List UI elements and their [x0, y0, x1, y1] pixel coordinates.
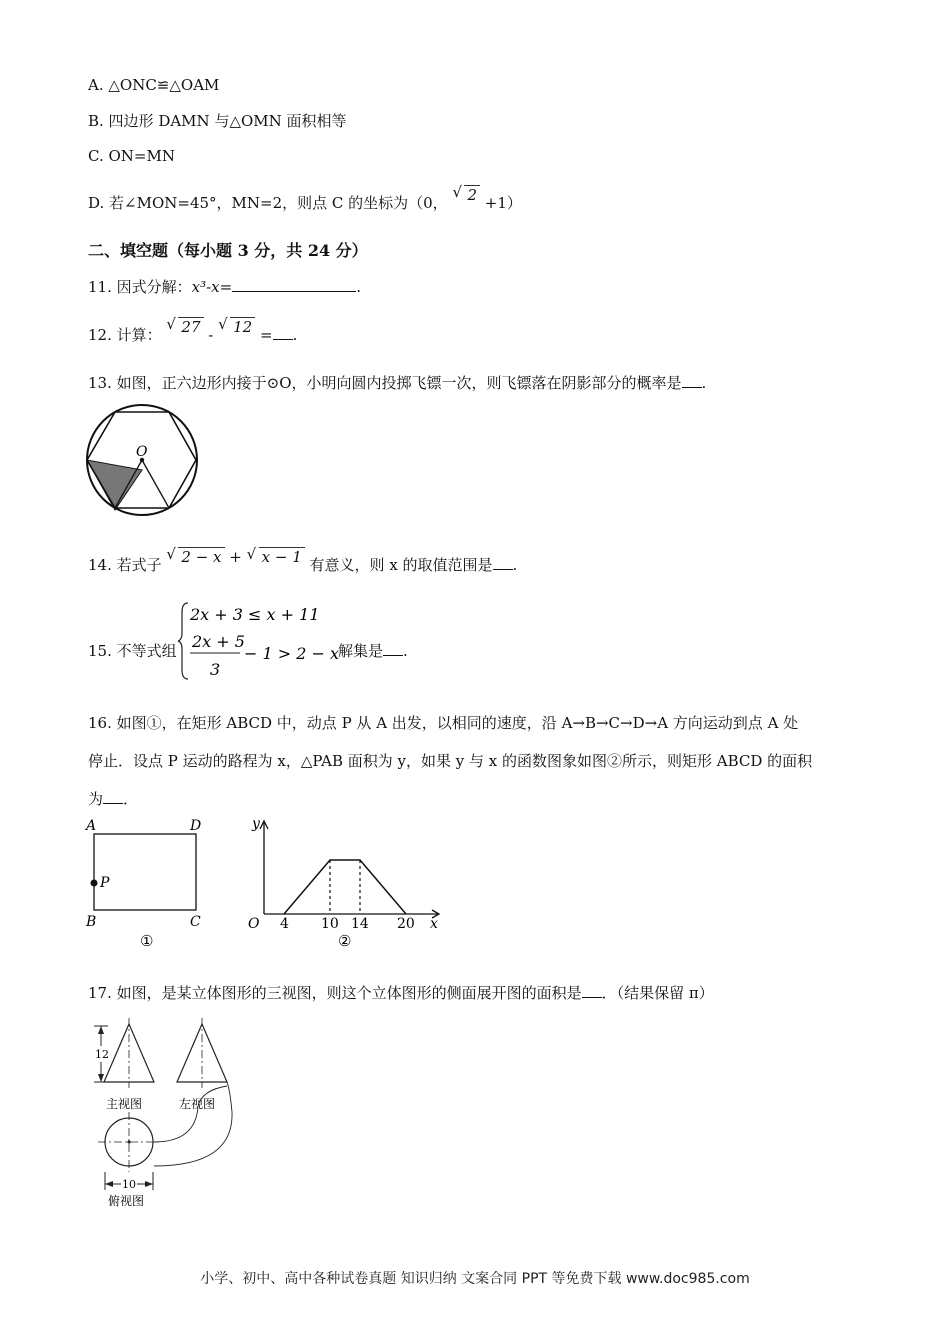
q14-suffix: .: [512, 556, 518, 574]
q15-prefix: 15. 不等式组: [88, 642, 177, 660]
function-graph-figure: [244, 814, 444, 952]
label-d: D: [190, 818, 202, 834]
answer-blank[interactable]: [273, 325, 293, 340]
tick-label: 20: [397, 916, 415, 932]
label-b: B: [86, 914, 97, 930]
question-11: [88, 276, 361, 298]
q11-expr: x³-x=: [191, 278, 233, 296]
q11-suffix: .: [356, 278, 361, 296]
q15-tail: [338, 640, 408, 662]
sqrt-x-minus-1: √ x − 1: [247, 546, 305, 568]
figure-2-caption: ②: [338, 932, 352, 950]
origin-label: O: [248, 916, 260, 932]
option-d-sqrt: √ 2: [452, 184, 480, 206]
q17-suffix: ．（结果保留 π）: [601, 984, 714, 1002]
front-view-label: 主视图: [106, 1097, 143, 1111]
q15-text: 解集是: [338, 642, 384, 660]
option-c: C. ON=MN: [88, 147, 175, 165]
q12-suffix: .: [292, 326, 298, 344]
left-view-label: 左视图: [179, 1097, 216, 1111]
q12-minus: -: [208, 326, 214, 344]
page-footer: 小学、初中、高中各种试卷真题 知识归纳 文案合同 PPT 等免费下载 www.doc985.com: [200, 1271, 750, 1287]
answer-blank[interactable]: [682, 373, 702, 388]
q14-prefix: 14. 若式子: [88, 556, 162, 574]
option-d-prefix: D. 若∠MON=45°，MN=2，则点 C 的坐标为（0，: [88, 194, 448, 212]
sqrt-12: √ 12: [218, 316, 255, 338]
height-dimension: 12: [95, 1048, 109, 1061]
section-title: 二、填空题（每小题 3 分，共 24 分）: [88, 241, 368, 260]
q12-eq: =: [260, 326, 273, 344]
inequality-2-rest: − 1 > 2 − x: [244, 644, 340, 663]
answer-blank[interactable]: [582, 983, 602, 998]
q13-suffix: .: [701, 374, 707, 392]
q17-text: 17. 如图，是某立体图形的三视图，则这个立体图形的侧面展开图的面积是: [88, 984, 582, 1002]
sqrt-2-minus-x: √ 2 − x: [166, 546, 224, 568]
option-a: A. △ONC≌△OAM: [88, 76, 220, 94]
tick-label: 10: [321, 916, 339, 932]
label-o: O: [136, 444, 148, 460]
inequality-1: 2x + 3 ≤ x + 11: [190, 605, 320, 624]
inequality-system: [178, 600, 340, 682]
q11-prefix: 11. 因式分解：: [88, 278, 192, 296]
three-views-figure: [84, 1016, 244, 1212]
label-a: A: [86, 818, 97, 834]
answer-blank[interactable]: [493, 555, 513, 570]
q12-prefix: 12. 计算：: [88, 326, 162, 344]
q16-line-3: [88, 788, 138, 810]
option-b: B. 四边形 DAMN 与△OMN 面积相等: [88, 112, 347, 130]
answer-blank[interactable]: [103, 789, 123, 804]
question-17: [88, 982, 714, 1004]
label-p: P: [100, 875, 110, 891]
q16-line-2: 停止．设点 P 运动的路程为 x，△PAB 面积为 y，如果 y 与 x 的函数图象如图②所示，则矩形 ABCD 的面积: [88, 752, 813, 770]
q16-suffix: ．: [123, 790, 139, 808]
tick-label: 14: [351, 916, 369, 932]
answer-blank[interactable]: [383, 641, 403, 656]
question-12: [88, 315, 298, 346]
axis-label-y: y: [252, 816, 260, 832]
option-d: [88, 183, 522, 214]
question-14: [88, 545, 518, 576]
tick-label: 4: [280, 916, 289, 932]
width-dimension: 10: [122, 1178, 136, 1191]
figure-1-caption: ①: [140, 932, 154, 950]
fraction-numerator: 2x + 5: [192, 632, 245, 651]
question-13: [88, 372, 706, 394]
option-d-suffix: +1）: [484, 194, 522, 212]
q14-text: 有意义，则 x 的取值范围是: [309, 556, 493, 574]
hexagon-circle-figure: [84, 402, 204, 518]
rectangle-figure: [84, 814, 214, 952]
q16-line-1: 16. 如图①，在矩形 ABCD 中，动点 P 从 A 出发，以相同的速度，沿 A→B→C→D→A 方向运动到点 A 处: [88, 714, 799, 732]
q13-text: 13. 如图，正六边形内接于⊙O，小明向圆内投掷飞镖一次，则飞镖落在阴影部分的概率是: [88, 374, 682, 392]
top-view-label: 俯视图: [108, 1194, 145, 1208]
label-c: C: [190, 914, 201, 930]
fraction-denominator: 3: [210, 660, 221, 679]
q14-plus: +: [229, 548, 242, 566]
answer-blank[interactable]: [232, 277, 356, 292]
axis-label-x: x: [430, 916, 438, 932]
sqrt-27: √ 27: [166, 316, 203, 338]
q15-suffix: .: [403, 642, 408, 660]
q16-line-3-text: 为: [88, 790, 104, 808]
